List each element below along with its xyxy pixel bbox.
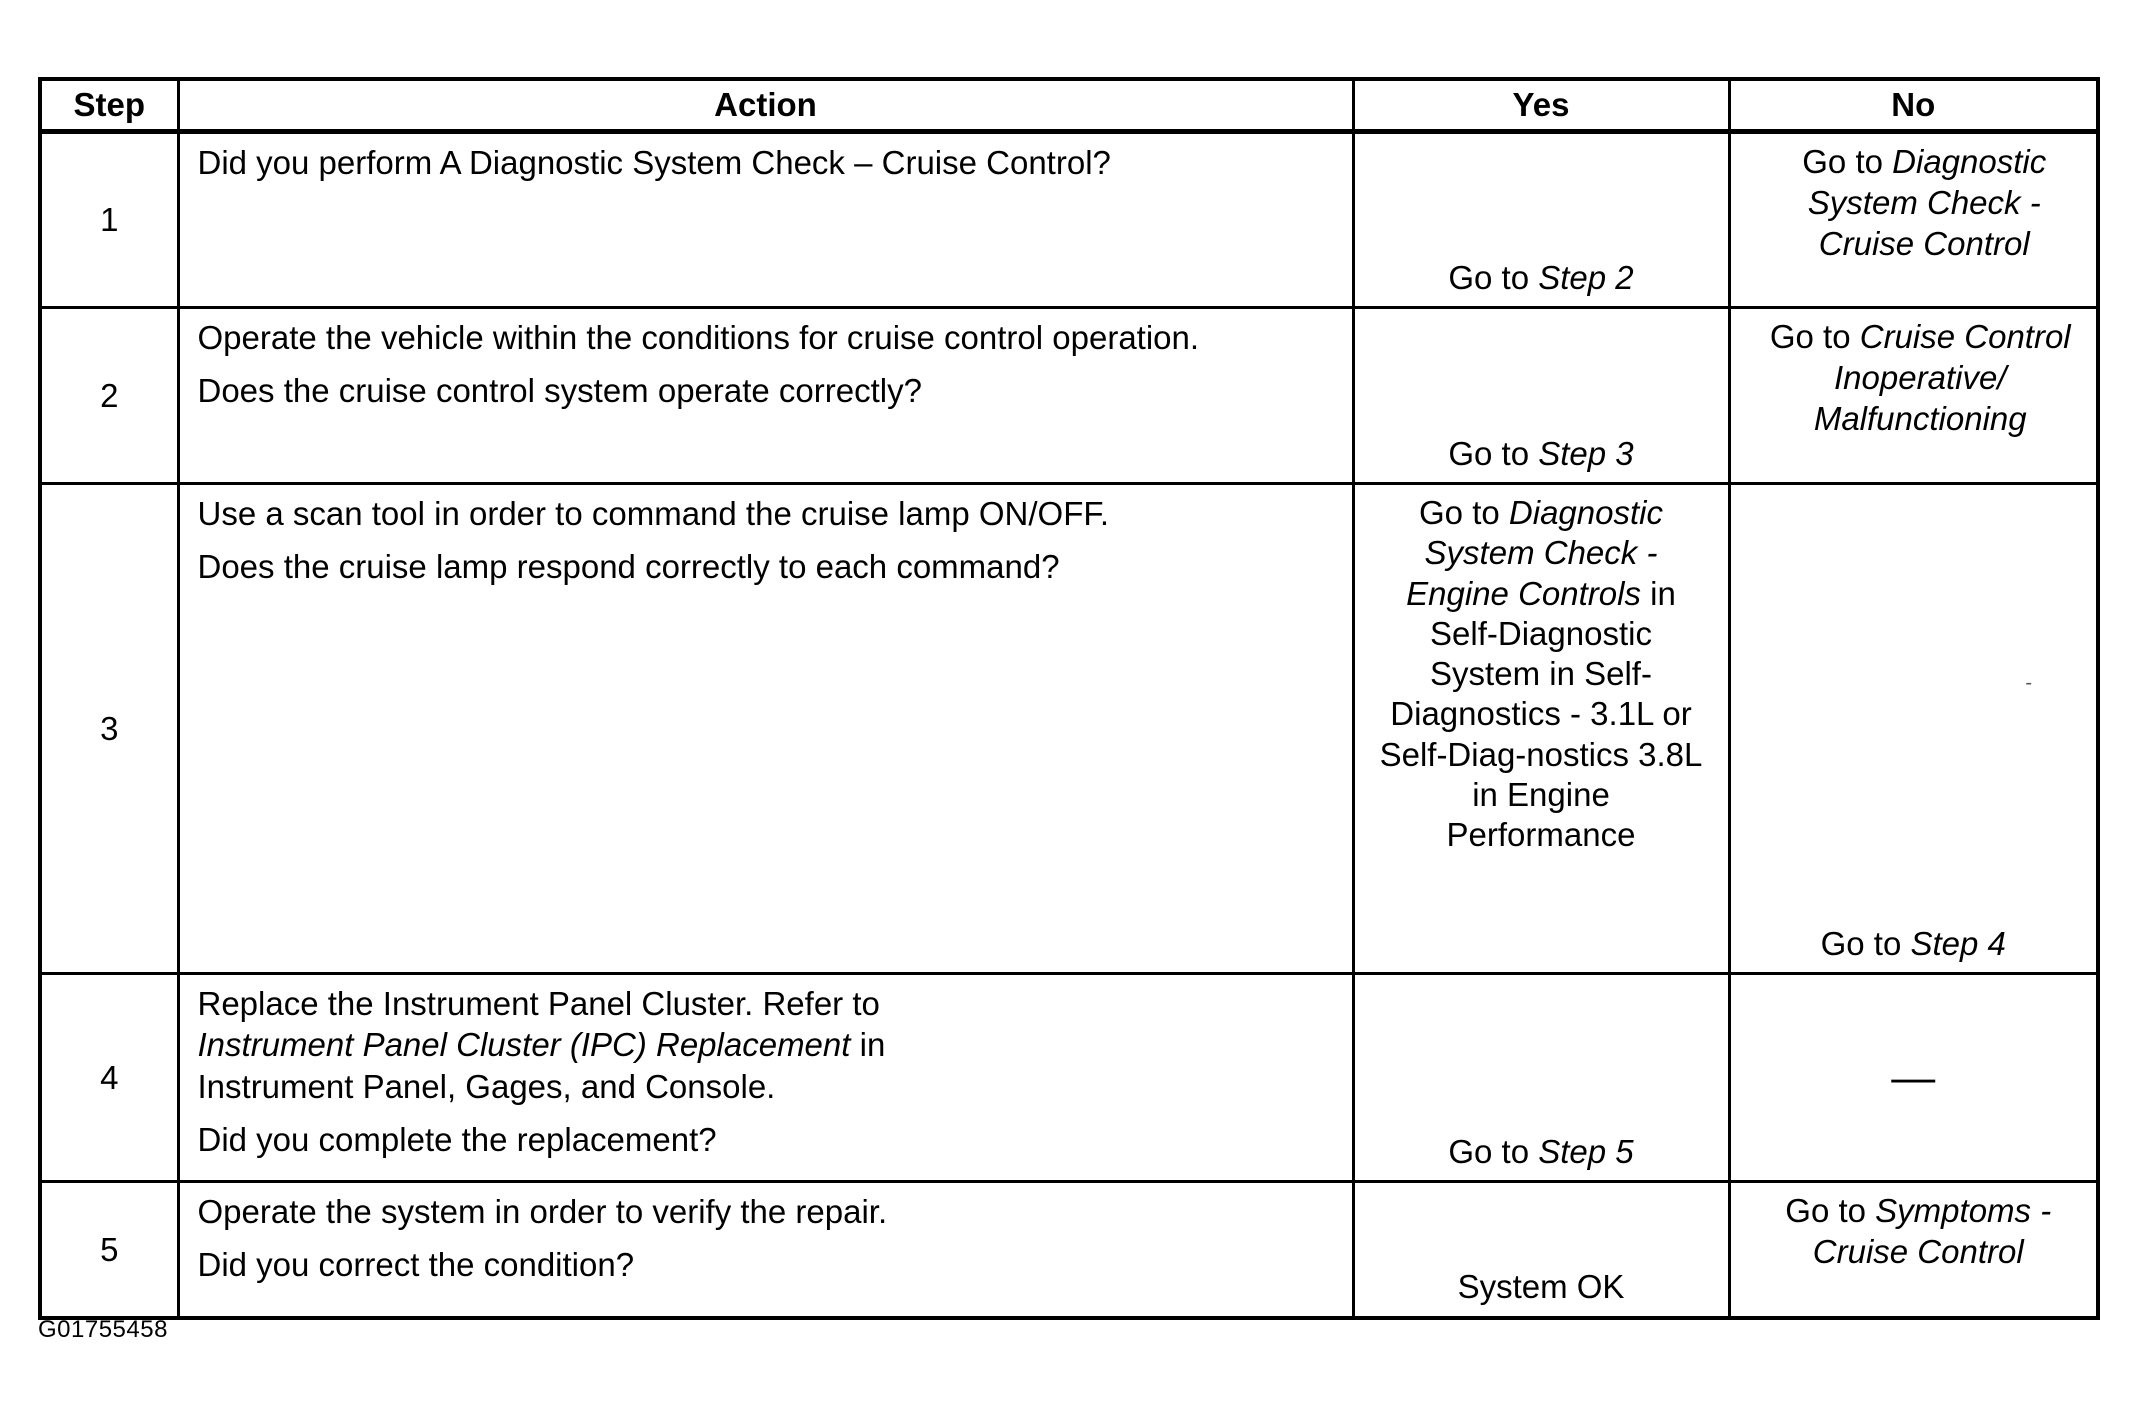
stray-mark: - [2025,672,2032,694]
no-prefix: Go to [1769,318,1860,355]
action-question: Does the cruise control system operate correctly? [197,372,922,410]
step-number: 3 [40,484,178,974]
action-cell [178,484,1353,974]
header-action: Action [178,79,1353,132]
header-no: No [1729,79,2098,132]
step-number: 5 [40,1182,178,1318]
table-row [40,132,2098,308]
no-link[interactable]: Cruise Control Inoperative/ Malfunctioning [1813,318,2071,437]
action-text [198,983,1336,1107]
no-cell [1729,1182,2098,1318]
yes-prefix: Go to [1448,434,1539,472]
no-cell [1729,308,2098,484]
table-row [40,484,2098,974]
action-text-part: Replace the Instrument Panel Cluster. Refer to [197,985,880,1022]
action-question: Does the cruise lamp respond correctly to each command? [197,548,1060,586]
no-prefix: Go to [1802,143,1893,180]
yes-cell [1353,308,1729,484]
no-prefix: Go to [1820,924,1911,962]
action-cell [178,974,1353,1182]
yes-text: System OK [1457,1268,1625,1306]
no-link[interactable]: Step 4 [1910,924,2006,962]
no-cell [1729,484,2098,974]
no-cell [1729,132,2098,308]
no-dash: — [1891,1053,1936,1102]
step-number: 1 [40,132,178,308]
diagnostic-table [38,77,2100,1320]
action-cell [178,1182,1353,1318]
no-cell [1729,974,2098,1182]
action-text: Operate the vehicle within the conditions for cruise control operation. [197,319,1200,356]
header-yes: Yes [1353,79,1729,132]
yes-prefix: Go to [1448,258,1539,296]
action-text: Did you perform A Diagnostic System Check – Cruise Control? [197,144,1111,181]
header-step: Step [40,79,178,132]
action-question: Did you correct the condition? [197,1246,635,1284]
yes-prefix: Go to [1419,494,1509,531]
action-cell [178,132,1353,308]
yes-link[interactable]: Step 3 [1538,434,1634,472]
action-link[interactable]: Instrument Panel Cluster (IPC) Replacement [197,1026,851,1064]
no-link[interactable]: Diagnostic System Check - Cruise Control [1807,143,2047,262]
yes-link[interactable]: Step 2 [1538,258,1634,296]
yes-cell [1353,484,1729,974]
yes-suffix: in Self-Diagnostic System in Self-Diagnostics - 3.1L or Self-Diag-nostics 3.8L in Engine Performance [1379,574,1703,853]
action-text-suffix: in Instrument Panel, Gages, and Console. [197,1026,886,1105]
table-row [40,974,2098,1182]
no-link[interactable]: Symptoms - Cruise Control [1812,1192,2052,1270]
action-cell [178,308,1353,484]
step-number: 4 [40,974,178,1182]
action-question: Did you complete the replacement? [197,1120,717,1158]
yes-cell [1353,132,1729,308]
yes-link[interactable]: Diagnostic System Check - Engine Controls [1406,494,1663,612]
table-row [40,308,2098,484]
table-header-row [40,79,2098,132]
action-text: Use a scan tool in order to command the cruise lamp ON/OFF. [197,495,1110,532]
yes-cell [1353,974,1729,1182]
yes-prefix: Go to [1448,1132,1539,1170]
figure-id: G01755458 [38,1316,168,1343]
yes-cell [1353,1182,1729,1318]
action-text: Operate the system in order to verify the repair. [197,1193,888,1230]
no-prefix: Go to [1785,1192,1876,1229]
step-number: 2 [40,308,178,484]
yes-link[interactable]: Step 5 [1538,1132,1634,1170]
table-row [40,1182,2098,1318]
